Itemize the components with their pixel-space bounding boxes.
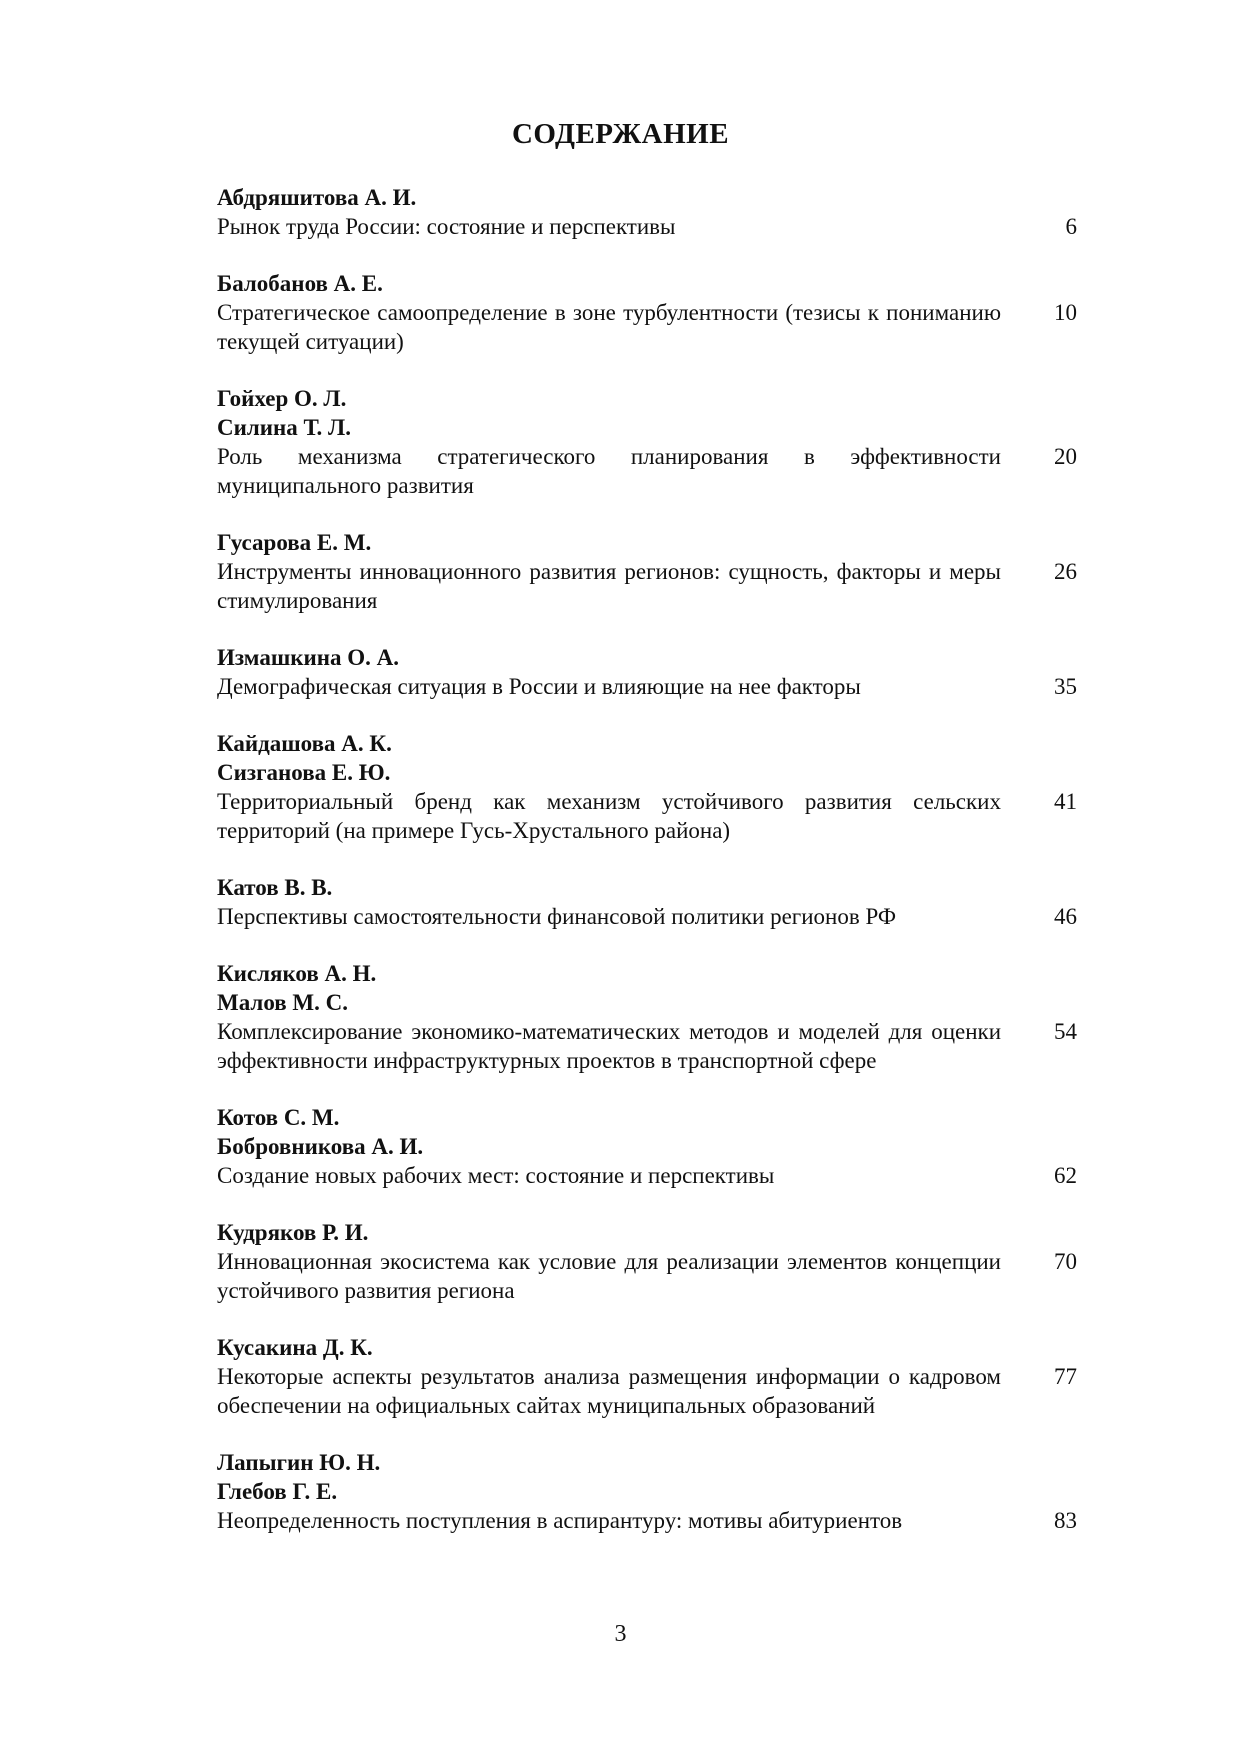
entry-author: Гусарова Е. М.: [217, 530, 372, 555]
entry-author: Котов С. М.: [217, 1105, 340, 1130]
toc-entry: [217, 873, 1077, 931]
entry-author: Малов М. С.: [217, 990, 348, 1015]
page-title: СОДЕРЖАНИЕ: [511, 118, 730, 150]
entry-author: Катов В. В.: [217, 875, 333, 900]
entry-author: Измашкина О. А.: [217, 645, 399, 670]
entry-author: Балобанов А. Е.: [217, 271, 383, 296]
entry-author: Кайдашова А. К.: [217, 731, 392, 756]
toc-entry: [217, 959, 1077, 1075]
entry-page-number: 54: [1054, 1019, 1077, 1044]
entry-page-number: 62: [1054, 1163, 1077, 1188]
toc-entry: [217, 1448, 1077, 1535]
entry-title-row: [217, 672, 1077, 701]
entry-title-row: [217, 442, 1077, 500]
toc-entry: [217, 269, 1077, 356]
toc-entry: [217, 183, 1077, 241]
entry-author: Бобровникова А. И.: [217, 1134, 424, 1159]
entry-title: Инструменты инновационного развития регионов: сущность, факторы и меры стимулирования: [217, 559, 1001, 613]
entry-title-row: [217, 1161, 1077, 1190]
entry-title-row: [217, 557, 1077, 615]
entry-title: Стратегическое самоопределение в зоне турбулентности (тезисы к пониманию текущей ситуации): [217, 300, 1001, 354]
toc-entry: [217, 1103, 1077, 1190]
page-number: 3: [614, 1621, 627, 1647]
entry-page-number: 77: [1054, 1364, 1077, 1389]
entry-title-row: [217, 1362, 1077, 1420]
toc-entry: [217, 729, 1077, 845]
entry-title: Рынок труда России: состояние и перспективы: [217, 214, 676, 239]
entry-page-number: 26: [1054, 559, 1077, 584]
entry-author: Гойхер О. Л.: [217, 386, 347, 411]
entry-page-number: 41: [1054, 789, 1077, 814]
toc-entry: [217, 528, 1077, 615]
entry-title-row: [217, 1506, 1077, 1535]
entry-author: Сизганова Е. Ю.: [217, 760, 391, 785]
entry-title: Инновационная экосистема как условие для реализации элементов концепции устойчивого развития региона: [217, 1249, 1001, 1303]
entry-title-row: [217, 1247, 1077, 1305]
entry-page-number: 10: [1054, 300, 1077, 325]
entry-title-row: [217, 298, 1077, 356]
entry-author: Кудряков Р. И.: [217, 1220, 369, 1245]
entry-author: Силина Т. Л.: [217, 415, 351, 440]
entry-title-row: [217, 212, 1077, 241]
entry-author: Лапыгин Ю. Н.: [217, 1450, 381, 1475]
entry-title: Комплексирование экономико-математических методов и моделей для оценки эффективности инфраструктурных проектов в транспортной сфере: [217, 1019, 1001, 1073]
entry-author: Кисляков А. Н.: [217, 961, 377, 986]
entry-title-row: [217, 787, 1077, 845]
toc-entry: [217, 643, 1077, 701]
entry-title: Неопределенность поступления в аспирантуру: мотивы абитуриентов: [217, 1508, 903, 1533]
entry-page-number: 20: [1054, 444, 1077, 469]
entry-title: Территориальный бренд как механизм устойчивого развития сельских территорий (на примере Гусь-Хрустального района): [217, 789, 1001, 843]
entry-title: Демографическая ситуация в России и влияющие на нее факторы: [217, 674, 861, 699]
toc-entry: [217, 1218, 1077, 1305]
entry-page-number: 6: [1065, 214, 1077, 239]
entry-title: Перспективы самостоятельности финансовой политики регионов РФ: [217, 904, 897, 929]
entry-title: Некоторые аспекты результатов анализа размещения информации о кадровом обеспечении на официальных сайтах муниципальных образований: [217, 1364, 1001, 1418]
entry-author: Глебов Г. Е.: [217, 1479, 338, 1504]
entry-page-number: 46: [1054, 904, 1077, 929]
toc-entry: [217, 384, 1077, 500]
entry-page-number: 35: [1054, 674, 1077, 699]
entry-author: Абдряшитова А. И.: [217, 185, 417, 210]
entry-page-number: 70: [1054, 1249, 1077, 1274]
entry-author: Кусакина Д. К.: [217, 1335, 373, 1360]
entry-title-row: [217, 1017, 1077, 1075]
toc-entry: [217, 1333, 1077, 1420]
toc-list: [217, 183, 1077, 1563]
entry-page-number: 83: [1054, 1508, 1077, 1533]
entry-title: Роль механизма стратегического планирования в эффективности муниципального развития: [217, 444, 1001, 498]
entry-title-row: [217, 902, 1077, 931]
entry-title: Создание новых рабочих мест: состояние и перспективы: [217, 1163, 775, 1188]
